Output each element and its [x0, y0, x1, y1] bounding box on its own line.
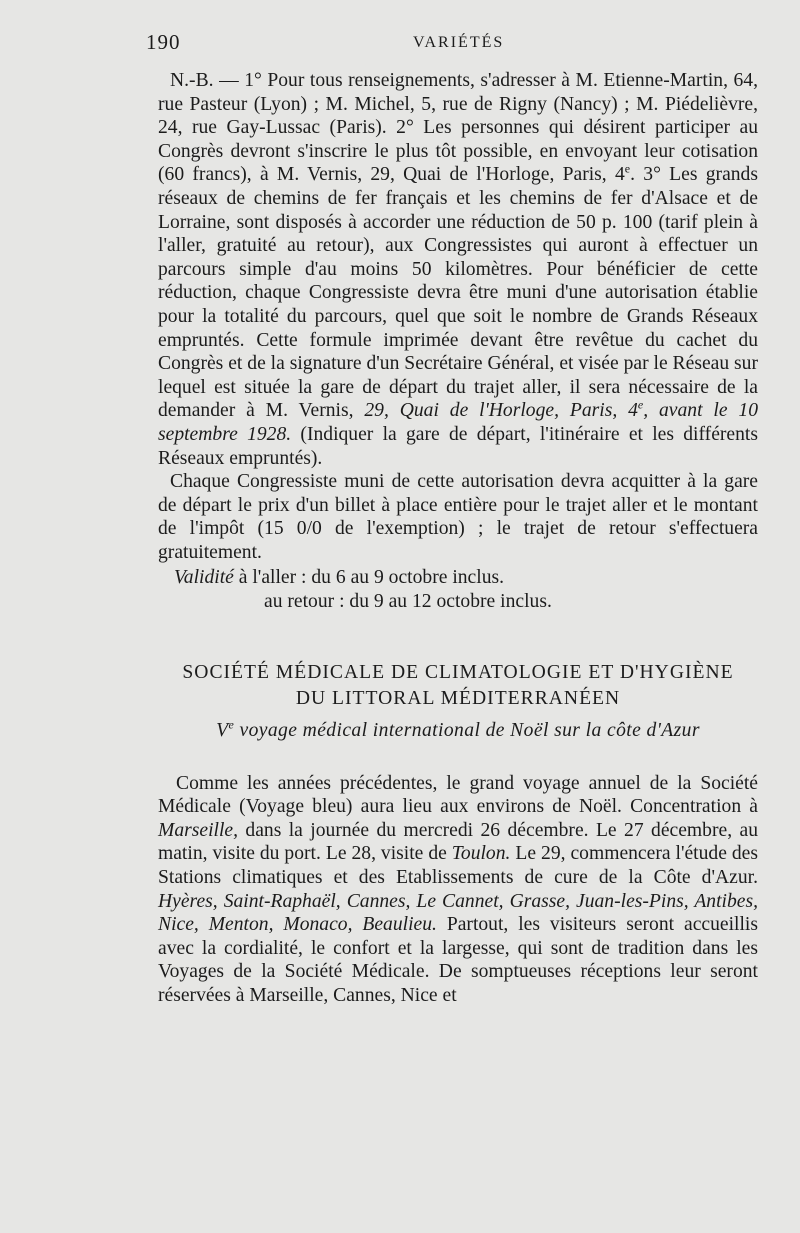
- voyage-city-marseille: Marseille,: [158, 819, 238, 841]
- section-title-line-2: DU LITTORAL MÉDITERRANÉEN: [295, 687, 621, 709]
- section-title-line-1: SOCIÉTÉ MÉDICALE DE CLIMATOLOGIE ET D'HYGIÈNE: [182, 661, 734, 683]
- voyage-text-4: Partout, les visiteurs seront accueillis avec la cordialité, le confort et la largesse, qui sont de tradition dans les Voyages de la Société Médicale. De somptueuses réceptions leur seront réservées à Marseille, Cannes, Nice et: [158, 914, 758, 1006]
- nb-lead: N.-B. — 1° Pour tous renseignements, s'adresser à M. Etienne-Martin, 64, rue Pasteur (Lyon) ; M. Michel, 5, rue de Rigny (Nancy) ; M. Piédelièvre, 24, rue Gay-Lussac (Paris). 2° Les personnes qui désirent participer au Congrès devront s'inscrire le plus tôt possible, en envoyant leur cotisation (60 francs), à M. Vernis, 29, Quai de l'Horloge, Paris, 4: [158, 70, 758, 186]
- validity-block: [158, 566, 758, 613]
- subtitle-prefix: V: [216, 719, 229, 741]
- subtitle-rest: voyage médical international de Noël sur la côte d'Azur: [234, 719, 700, 741]
- subtitle-sup: e: [228, 717, 235, 732]
- nb-part-2: . 3° Les grands réseaux de chemins de fer français et les chemins de fer d'Alsace et de Lorraine, sont disposés à accorder une réduction de 50 p. 100 (tarif plein à l'aller, gratuité au retour), aux Congressistes qui auront à effectuer un parcours simple d'au moins 50 kilomètres. Pour bénéficier de cette réduction, chaque Congressiste devra être muni d'une autorisation établie pour la totalité du parcours, quel que soit le nombre de Grands Réseaux empruntés. Cette formule imprimée devant être revêtue du cachet du Congrès et de la signature d'un Secrétaire Général, et visée par le Réseau sur lequel est située la gare de départ du trajet aller, il sera nécessaire de la demander à M. Vernis,: [158, 164, 758, 422]
- voyage-text-3: Le 29, commencera l'étude des Stations climatiques et des Etablissements de cure de la Côte d'Azur.: [158, 843, 758, 889]
- voyage-paragraph: [158, 772, 758, 1008]
- validity-outbound: à l'aller : du 6 au 9 octobre inclus.: [233, 567, 505, 589]
- validity-line-outbound: [158, 566, 758, 590]
- validity-label: Validité: [174, 567, 234, 589]
- nb-sup-1: e: [624, 161, 631, 176]
- nb-deadline: , avant le 10 septembre 1928.: [158, 400, 758, 445]
- section-subtitle: [158, 718, 758, 744]
- nb-address: 29, Quai de l'Horloge, Paris, 4: [364, 400, 638, 422]
- voyage-text-2: dans la journée du mercredi 26 décembre. Le 27 décembre, au matin, visite du port. Le 28, visite de: [158, 819, 758, 865]
- voyage-cities-list: Hyères, Saint-Raphaël, Cannes, Le Cannet, Grasse, Juan-les-Pins, Antibes, Nice, Menton, Monaco, Beaulieu.: [158, 890, 758, 936]
- page-number: 190: [146, 30, 181, 54]
- nb-tail: (Indiquer la gare de départ, l'itinéraire et les différents Réseaux empruntés).: [158, 423, 758, 469]
- nb-sup-2: e: [637, 397, 644, 412]
- section-title: [158, 660, 758, 712]
- validity-line-return: au retour : du 9 au 12 octobre inclus.: [264, 591, 552, 613]
- nb-paragraph: [158, 69, 758, 470]
- voyage-city-toulon: Toulon.: [451, 843, 511, 865]
- voyage-text-1: Comme les années précédentes, le grand voyage annuel de la Société Médicale (Voyage bleu) aura lieu aux environs de Noël. Concentration à: [158, 772, 758, 818]
- running-head: VARIÉTÉS: [413, 34, 505, 51]
- payment-paragraph: Chaque Congressiste muni de cette autorisation devra acquitter à la gare de départ le prix d'un billet à place entière pour le trajet aller et le montant de l'impôt (15 0/0 de l'exemption) ; le trajet de retour s'effectuera gratuitement.: [158, 471, 758, 563]
- main-text: [158, 69, 758, 1008]
- page-header: [146, 30, 758, 66]
